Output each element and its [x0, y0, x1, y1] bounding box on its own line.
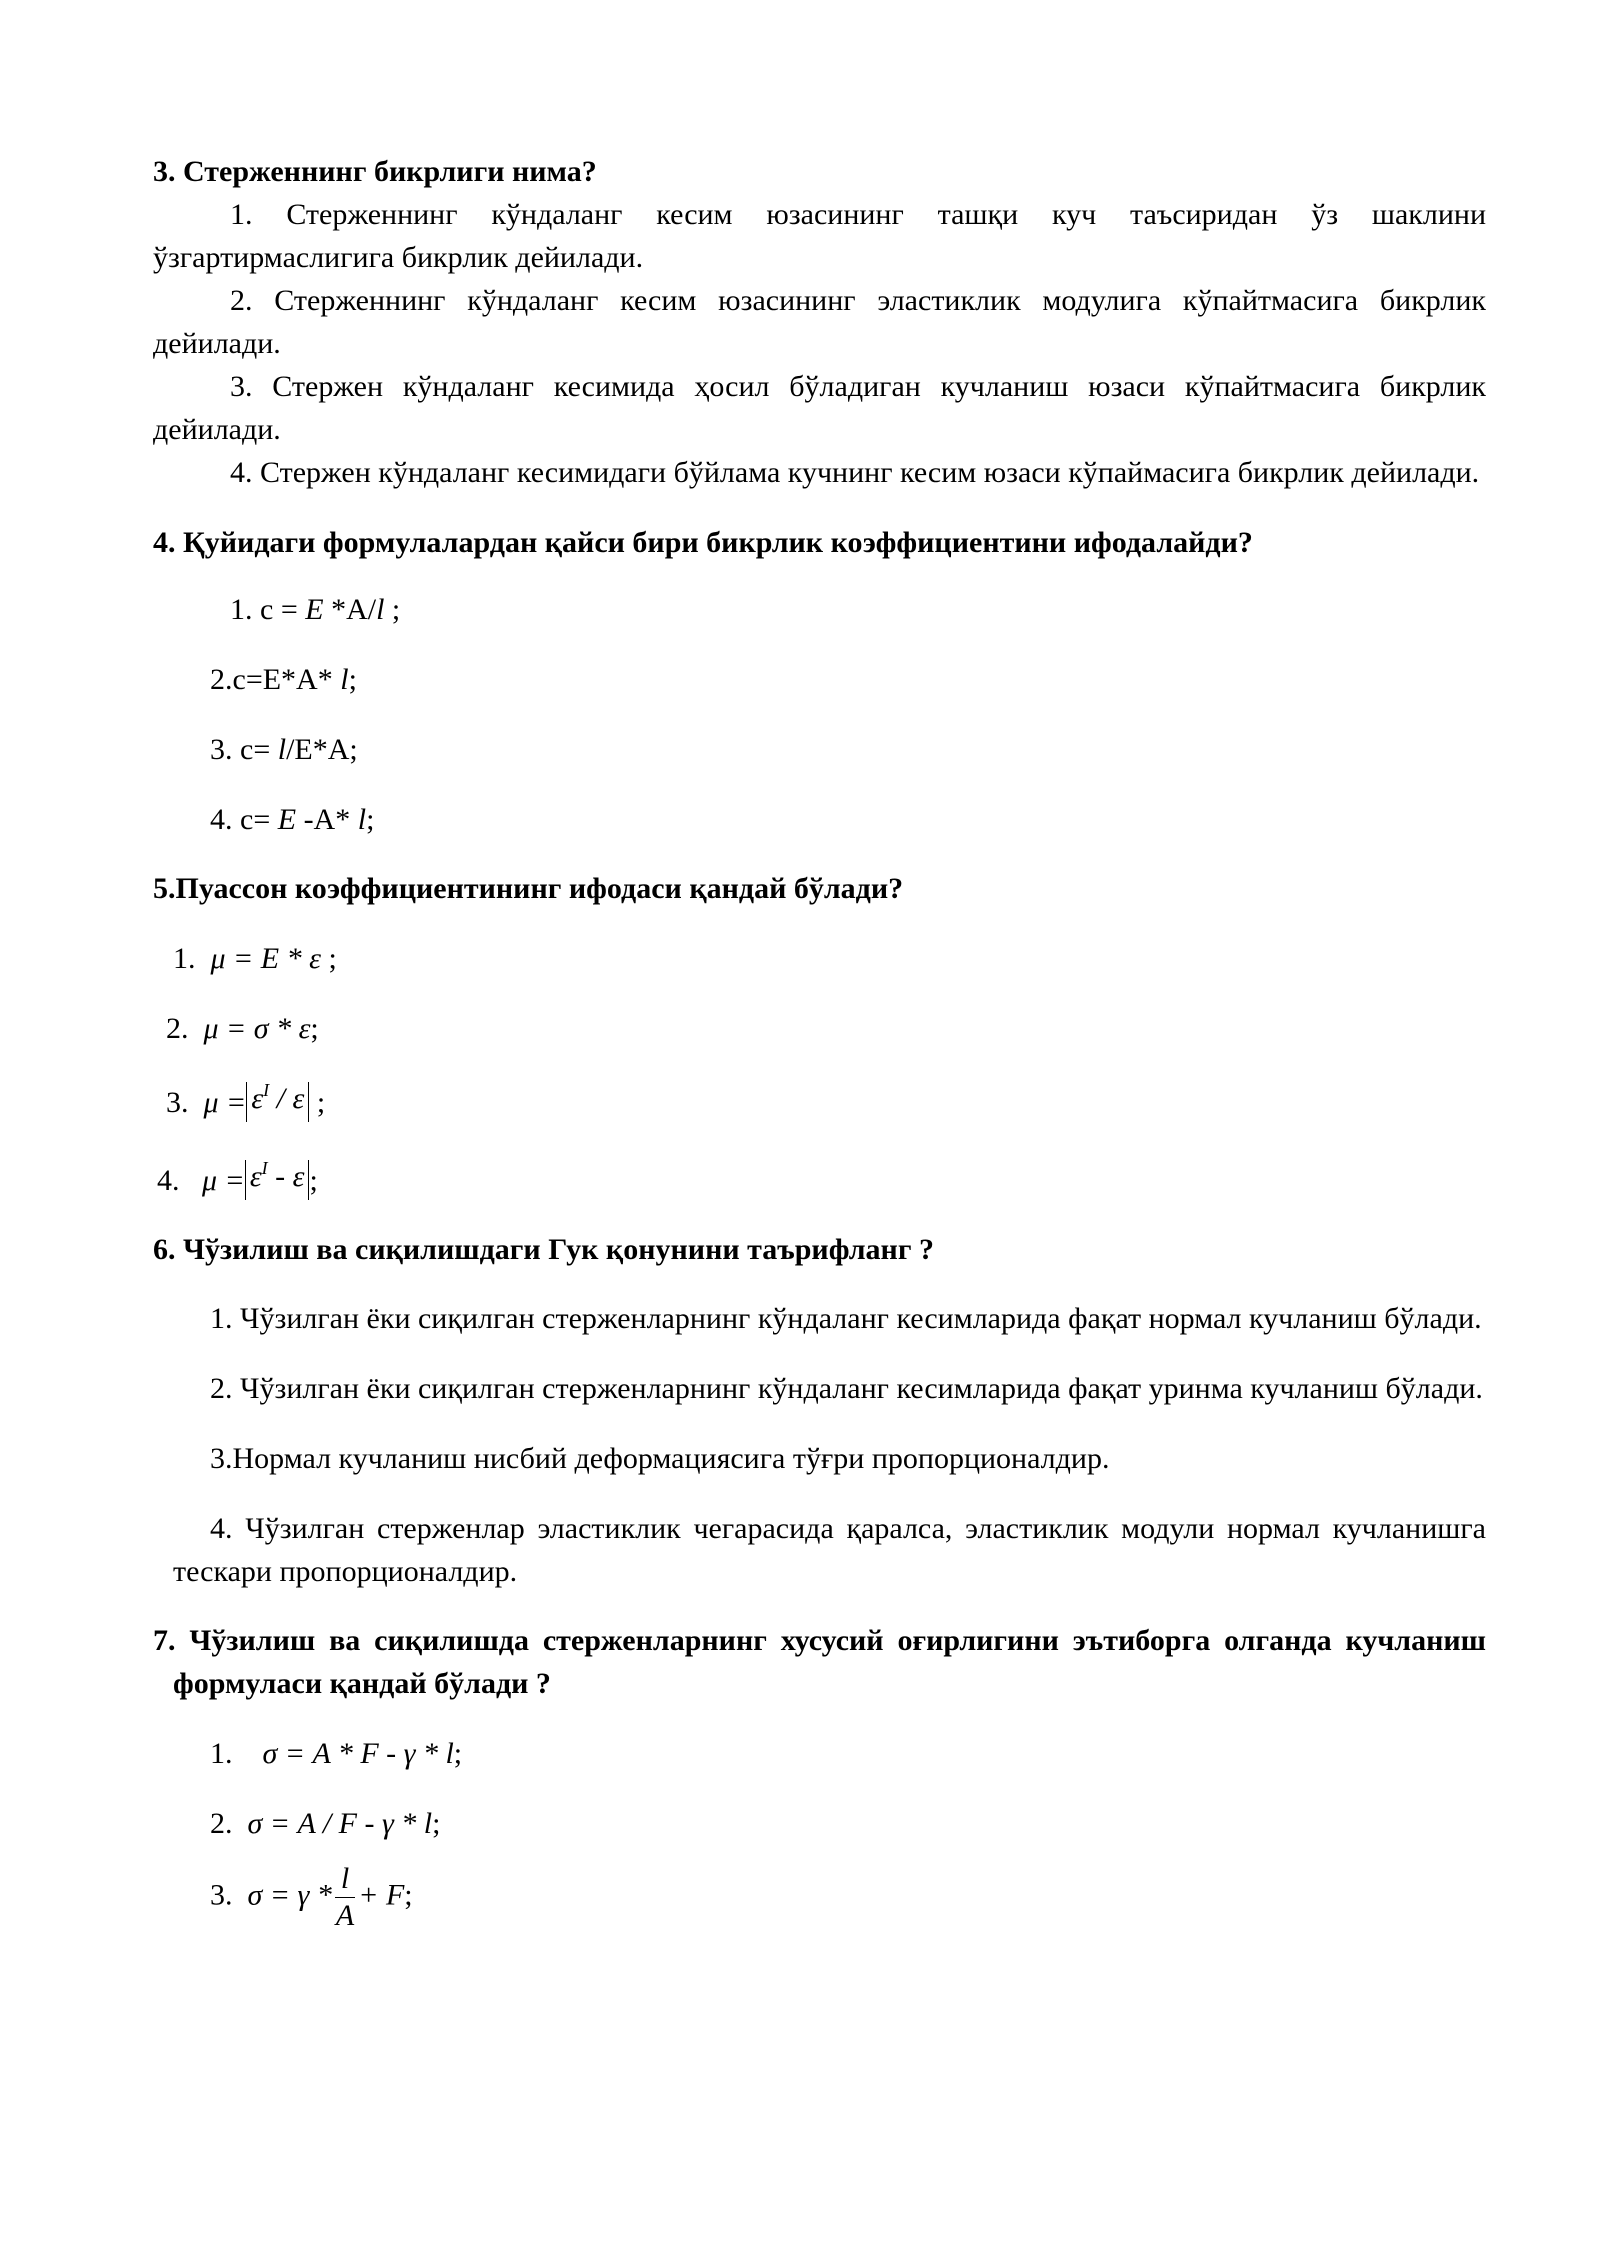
- question-5-title: 5.Пуассон коэффициентининг ифодаси қандай бўлади?: [153, 872, 904, 905]
- option-number: 1.: [230, 593, 253, 626]
- formula-part: ;: [453, 1737, 463, 1770]
- question-3-option-4: 4. Стержен кўндаланг кесимидаги бўйлама кучнинг кесим юзаси кўпаймасига бикрлик дейилади.: [230, 456, 1480, 489]
- formula-symbol: E: [277, 803, 297, 836]
- fraction-denominator: A: [335, 1899, 355, 1932]
- formula-symbol: ε: [251, 1082, 264, 1116]
- fraction-numerator: l: [335, 1861, 355, 1898]
- option-number: 4.: [157, 1164, 180, 1197]
- formula-part: ;: [348, 663, 357, 696]
- formula-part: /E*A;: [286, 733, 358, 766]
- formula-part: μ =: [202, 1164, 245, 1197]
- formula-symbol: l: [357, 803, 367, 836]
- formula-part: c=: [240, 733, 278, 766]
- absolute-value: [246, 1082, 309, 1122]
- formula-symbol: l: [376, 593, 385, 626]
- question-6-option-3: 3.Нормал кучланиш нисбий деформациясига тўғри пропорционалдир.: [210, 1442, 1110, 1475]
- option-number: 1.: [173, 942, 196, 975]
- question-5-option-2: [153, 1007, 1486, 1050]
- option-number: 4.: [210, 803, 233, 836]
- question-4-option-2: [153, 658, 1486, 701]
- question-5-option-4: [153, 1159, 1486, 1202]
- question-6-title: 6. Чўзилиш ва сиқилишдаги Гук қонунини таърифланг ?: [153, 1233, 934, 1266]
- question-4-option-1: [153, 588, 1486, 631]
- formula-symbol: l: [340, 663, 349, 696]
- formula-symbol: l: [277, 733, 287, 766]
- formula-operator: /: [269, 1082, 293, 1116]
- option-number: 2.: [210, 663, 233, 696]
- question-5-option-1: [153, 937, 1486, 980]
- question-4: [153, 521, 1486, 841]
- formula: μ = E * ε: [210, 942, 321, 975]
- question-3-title: 3. Стерженнинг бикрлиги нима?: [153, 155, 597, 188]
- absolute-value: [245, 1160, 310, 1200]
- question-4-title: 4. Қуйидаги формулалардан қайси бири бикрлик коэффициентини ифодалайди?: [153, 526, 1253, 559]
- formula-part: ;: [384, 593, 401, 626]
- question-3-option-2: 2. Стерженнинг кўндаланг кесим юзасининг эластиклик модулига кўпайтмасига бикрлик дейилади.: [153, 284, 1486, 360]
- formula: σ = A / F - γ * l: [247, 1807, 433, 1840]
- formula-operator: -: [267, 1160, 293, 1194]
- formula: μ = σ * ε: [203, 1012, 311, 1045]
- formula-symbol: ε: [292, 1082, 305, 1116]
- question-5-option-3: [153, 1081, 1486, 1124]
- formula-part: ;: [366, 803, 375, 836]
- question-3: [153, 150, 1486, 494]
- formula-part: ;: [309, 1086, 326, 1119]
- question-4-option-3: [153, 728, 1486, 771]
- question-6-option-1: 1. Чўзилган ёки сиқилган стерженларнинг кўндаланг кесимларида фақат нормал кучланиш бўлади.: [210, 1302, 1482, 1335]
- formula-part: + F: [358, 1878, 405, 1912]
- option-number: 1.: [210, 1737, 233, 1770]
- formula-symbol: E: [305, 593, 324, 626]
- fraction: [335, 1861, 355, 1934]
- option-number: 3.: [166, 1086, 189, 1119]
- question-7-option-1: [153, 1732, 1486, 1775]
- option-number: 3.: [210, 1878, 233, 1912]
- option-number: 3.: [210, 733, 233, 766]
- question-7-option-3: [153, 1861, 1486, 1934]
- question-3-option-1: 1. Стерженнинг кўндаланг кесим юзасининг ташқи куч таъсиридан ўз шаклини ўзгартирмаслигига бикрлик дейилади.: [153, 198, 1486, 274]
- formula-part: σ = γ *: [247, 1878, 332, 1912]
- formula-part: μ =: [203, 1086, 247, 1119]
- option-number: 2.: [166, 1012, 189, 1045]
- formula-superscript: I: [263, 1080, 270, 1101]
- question-6-option-4: 4. Чўзилган стерженлар эластиклик чегарасида қаралса, эластиклик модули нормал кучланишга тескари пропорционалдир.: [173, 1512, 1486, 1588]
- formula-part: *A/: [323, 593, 377, 626]
- formula-part: c=: [240, 803, 278, 836]
- question-6-option-2: 2. Чўзилган ёки сиқилган стерженларнинг кўндаланг кесимларида фақат уринма кучланиш бўлади.: [210, 1372, 1483, 1405]
- formula-part: ;: [432, 1807, 441, 1840]
- formula: σ = A * F - γ * l: [262, 1737, 454, 1770]
- question-3-option-3: 3. Стержен кўндаланг кесимида ҳосил бўладиган кучланиш юзаси кўпайтмасига бикрлик дейилади.: [153, 370, 1486, 446]
- formula-part: -A*: [296, 803, 358, 836]
- question-7-title: 7. Чўзилиш ва сиқилишда стерженларнинг хусусий оғирлигини эътиборга олганда кучланиш формуласи қандай бўлади ?: [153, 1624, 1486, 1700]
- question-5: [153, 867, 1486, 1202]
- question-7: [153, 1619, 1486, 1934]
- formula-part: ;: [309, 1164, 318, 1197]
- formula-part: ;: [310, 1012, 319, 1045]
- formula-part: ;: [320, 942, 337, 975]
- formula-part: c=E*A*: [232, 663, 341, 696]
- question-6: [153, 1228, 1486, 1593]
- formula-symbol: ε: [292, 1160, 305, 1194]
- document-content: [153, 150, 1486, 1934]
- formula-symbol: ε: [249, 1160, 262, 1194]
- formula-part: c =: [260, 593, 306, 626]
- option-number: 2.: [210, 1807, 233, 1840]
- question-4-option-4: [153, 798, 1486, 841]
- formula-superscript: I: [261, 1158, 268, 1179]
- formula-part: ;: [404, 1878, 413, 1912]
- question-7-option-2: [153, 1802, 1486, 1845]
